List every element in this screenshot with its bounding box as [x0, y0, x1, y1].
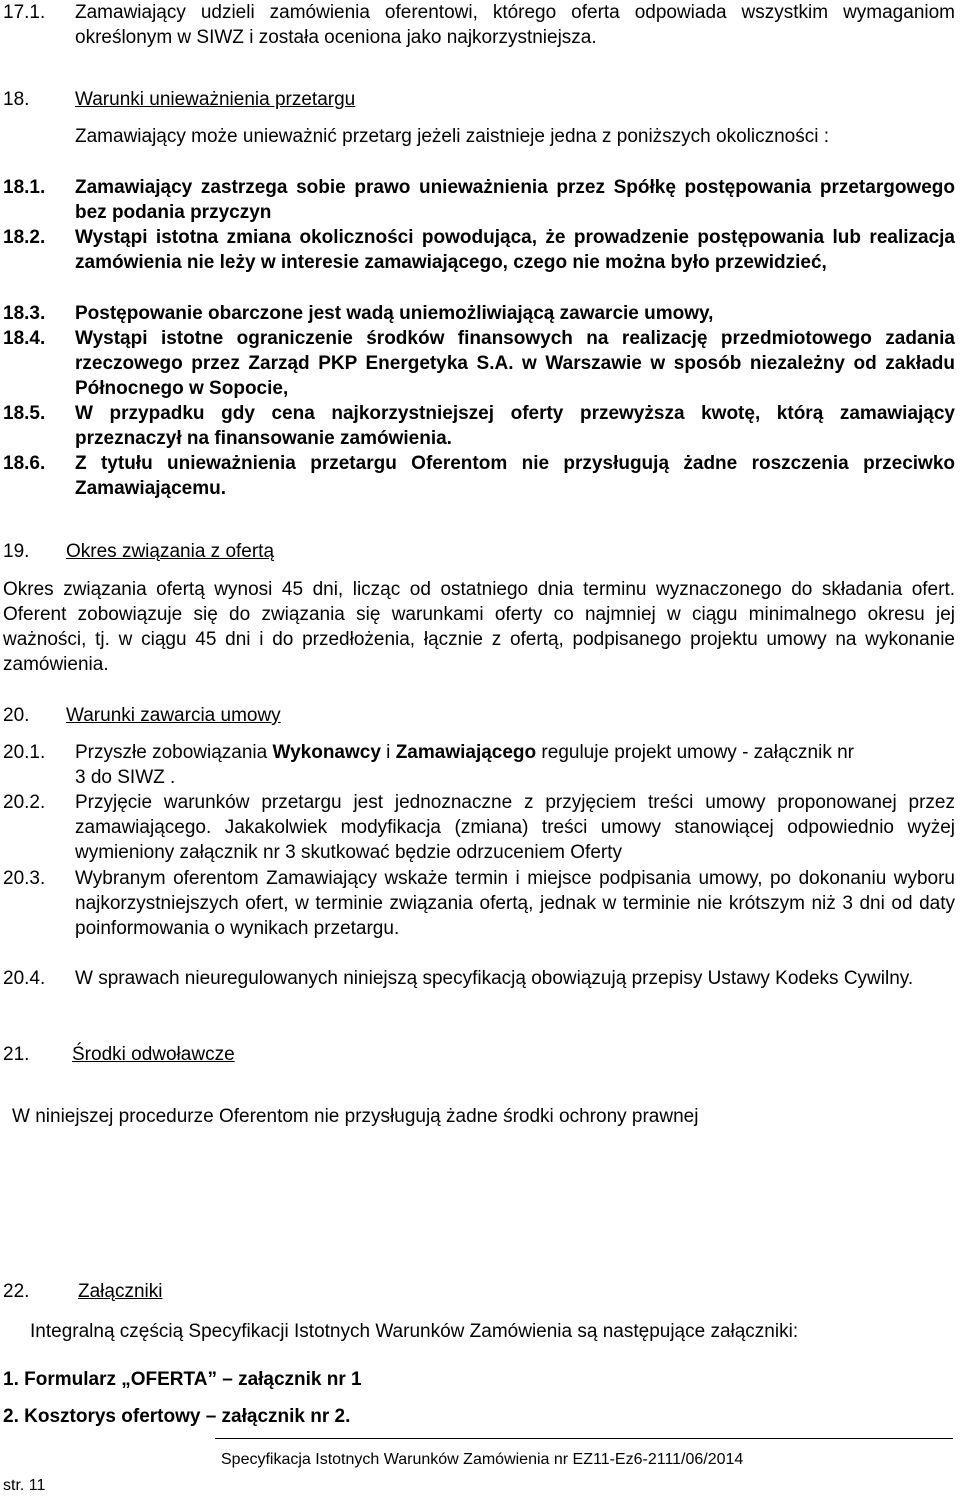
text-run: i	[380, 742, 396, 763]
item-20-3	[0, 866, 960, 944]
item-18-2	[0, 225, 960, 303]
section-number: 19.	[3, 541, 30, 562]
item-number: 18.3.	[3, 303, 46, 324]
item-text: Z tytułu unieważnienia przetargu Oferentom nie przysługują żadne roszczenia przeciwko Zamawiającemu.	[75, 453, 955, 499]
item-number: 17.1.	[3, 2, 46, 23]
attachment-2: 2. Kosztorys ofertowy – załącznik nr 2.	[3, 1406, 351, 1427]
section-number: 22.	[3, 1281, 30, 1302]
item-number: 18.4.	[3, 328, 46, 349]
text-run: reguluje projekt umowy - załącznik nr 3 do SIWZ .	[75, 742, 854, 788]
item-text: Wystąpi istotne ograniczenie środków finansowych na realizację przedmiotowego zadania rzeczowego przez Zarząd PKP Energetyka S.A. w Warszawie w sposób niezależny od zakładu Północnego w Sopocie,	[75, 328, 955, 399]
item-number: 20.2.	[3, 792, 46, 813]
section-title: Załączniki	[78, 1281, 163, 1302]
section-title: Okres związania z ofertą	[66, 541, 275, 562]
attachment-1: 1. Formularz „OFERTA” – załącznik nr 1	[3, 1369, 362, 1390]
section-number: 18.	[3, 89, 30, 110]
item-20-2	[0, 790, 960, 868]
section-number: 20.	[3, 705, 30, 726]
item-number: 20.4.	[3, 968, 46, 989]
text-run: Przyszłe zobowiązania	[75, 742, 273, 763]
section-22-intro: Integralną częścią Specyfikacji Istotnych Warunków Zamówienia są następujące załączniki:	[30, 1321, 799, 1342]
item-20-4	[0, 966, 960, 1018]
page-number: str. 11	[3, 1477, 46, 1494]
item-text: Przyjęcie warunków przetargu jest jednoznaczne z przyjęciem treści umowy proponowanej przez zamawiającego. Jakakolwiek modyfikacja (zmiana) treści umowy stanowiącej odpowiednio wyżej wymieniony załącznik nr 3 skutkować będzie odrzuceniem Oferty	[75, 792, 955, 863]
section-18-heading	[3, 87, 943, 113]
item-text	[75, 740, 865, 790]
item-text: W przypadku gdy cena najkorzystniejszej oferty przewyższa kwotę, którą zamawiający przeznaczył na finansowanie zamówienia.	[75, 403, 955, 449]
footer-document-id: Specyfikacja Istotnych Warunków Zamówienia nr EZ11-Ez6-2111/06/2014	[221, 1451, 744, 1468]
item-17-1	[0, 0, 960, 52]
section-title: Warunki zawarcia umowy	[66, 705, 281, 726]
section-number: 21.	[3, 1044, 30, 1065]
item-number: 18.1.	[3, 177, 46, 198]
text-run-bold: Zamawiającego	[395, 742, 537, 763]
item-18-5	[0, 401, 960, 453]
section-title: Warunki unieważnienia przetargu	[75, 89, 356, 110]
item-text: Postępowanie obarczone jest wadą uniemożliwiającą zawarcie umowy,	[75, 303, 714, 324]
section-21-body: W niniejszej procedurze Oferentom nie przysługują żadne środki ochrony prawnej	[12, 1106, 699, 1127]
item-text: Zamawiający zastrzega sobie prawo unieważnienia przez Spółkę postępowania przetargowego bez podania przyczyn	[75, 177, 955, 223]
item-text: Wystąpi istotna zmiana okoliczności powodująca, że prowadzenie postępowania lub realizacja zamówienia nie leży w interesie zamawiającego, czego nie można było przewidzieć,	[75, 227, 955, 273]
section-20-heading	[3, 703, 943, 729]
item-number: 20.3.	[3, 868, 46, 889]
footer-rule	[215, 1438, 953, 1439]
item-number: 20.1.	[3, 742, 46, 763]
item-18-1	[0, 175, 960, 227]
section-19-heading	[3, 539, 943, 565]
section-21-heading	[3, 1042, 943, 1068]
item-text: W sprawach nieuregulowanych niniejszą specyfikacją obowiązują przepisy Ustawy Kodeks Cywilny.	[75, 968, 914, 989]
item-text: Wybranym oferentom Zamawiający wskaże termin i miejsce podpisania umowy, po dokonaniu wyboru najkorzystniejszych ofert, w terminie związania ofertą, jednak w terminie nie krótszym niż 3 dni od daty poinformowania o wynikach przetargu.	[75, 868, 955, 939]
item-18-4	[0, 326, 960, 404]
item-text: Zamawiający udzieli zamówienia oferentowi, którego oferta odpowiada wszystkim wymaganiom określonym w SIWZ i została oceniona jako najkorzystniejsza.	[75, 2, 955, 48]
item-18-6	[0, 451, 960, 503]
section-19-body: Okres związania ofertą wynosi 45 dni, licząc od ostatniego dnia terminu wyznaczonego do składania ofert. Oferent zobowiązuje się do związania się warunkami oferty co najmniej w ciągu minimalnego okresu jej ważności, tj. w ciągu 45 dni i do przedłożenia, łącznie z ofertą, podpisanego projektu umowy na wykonanie zamówienia.	[3, 579, 955, 675]
text-run-bold: Wykonawcy	[272, 742, 381, 763]
item-number: 18.5.	[3, 403, 46, 424]
item-20-1	[0, 740, 960, 792]
item-18-3	[0, 301, 960, 327]
item-number: 18.2.	[3, 227, 46, 248]
item-number: 18.6.	[3, 453, 46, 474]
section-22-heading	[3, 1279, 943, 1305]
section-18-intro: Zamawiający może unieważnić przetarg jeżeli zaistnieje jedna z poniższych okoliczności :	[75, 126, 830, 147]
section-title: Środki odwoławcze	[72, 1044, 235, 1065]
